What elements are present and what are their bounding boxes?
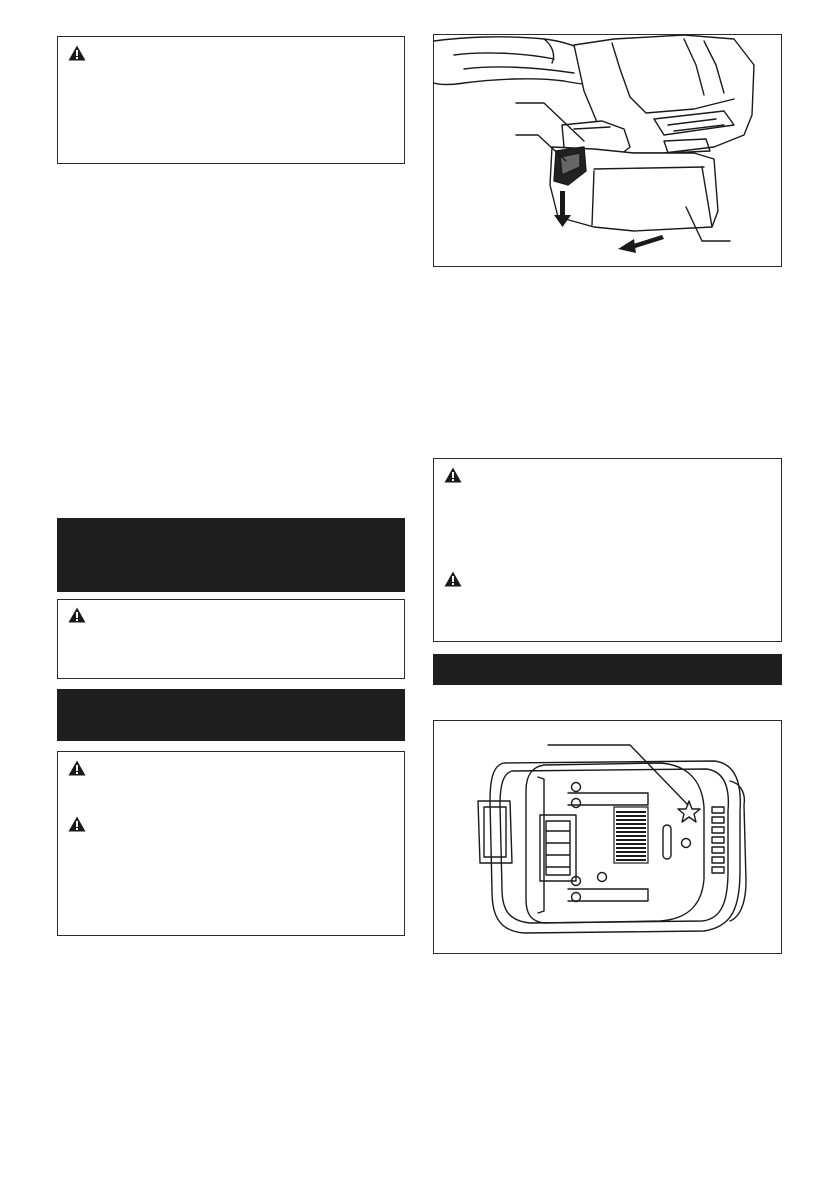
caution-box-4 [433,458,782,642]
battery-terminal-illustration [434,721,782,954]
section-heading-bar-3 [433,654,782,685]
warning-triangle-icon [68,816,86,832]
caution-box-3 [57,751,405,936]
figure-battery-terminal [433,720,782,954]
warning-triangle-icon [68,607,86,623]
warning-triangle-icon [444,571,462,587]
caution-box-1 [57,36,405,164]
figure-battery-removal [433,34,782,267]
section-heading-bar-2 [57,689,405,741]
warning-triangle-icon [444,467,462,483]
section-heading-bar-1 [57,518,405,592]
warning-triangle-icon [68,45,86,61]
warning-triangle-icon [68,760,86,776]
caution-box-2 [57,599,405,679]
battery-removal-illustration [434,35,782,267]
